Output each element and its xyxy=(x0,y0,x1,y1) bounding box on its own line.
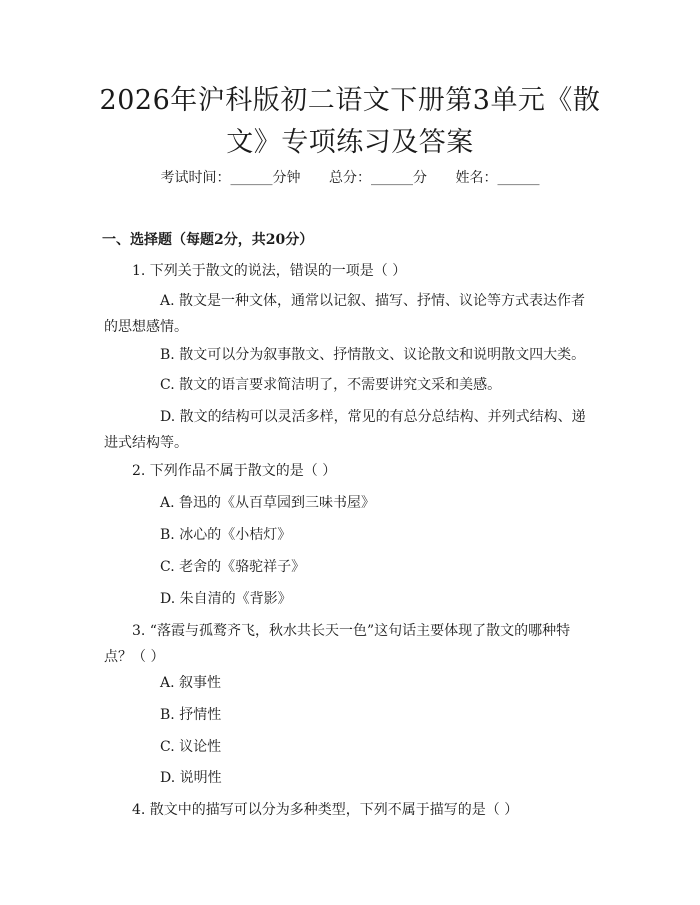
question-1-option-d: D. 散文的结构可以灵活多样，常见的有总分总结构、并列式结构、递进式结构等。 xyxy=(104,409,586,451)
question-4-stem: 4. 散文中的描写可以分为多种类型，下列不属于描写的是（ ） xyxy=(132,802,519,818)
exam-time: 考试时间：______分钟 xyxy=(160,170,301,186)
question-2-option-a: A. 鲁迅的《从百草园到三味书屋》 xyxy=(160,495,376,511)
question-3-option-b: B. 抒情性 xyxy=(160,707,222,723)
total-score: 总分：______分 xyxy=(329,170,427,186)
question-2-stem: 2. 下列作品不属于散文的是（ ） xyxy=(132,463,337,479)
question-3-option-a: A. 叙事性 xyxy=(160,675,222,691)
question-3-stem: 3. “落霞与孤鹜齐飞，秋水共长天一色”这句话主要体现了散文的哪种特点？（ ） xyxy=(104,623,571,665)
question-3-option-d: D. 说明性 xyxy=(160,770,222,786)
question-3-option-c: C. 议论性 xyxy=(160,739,222,755)
student-name: 姓名：______ xyxy=(455,170,540,186)
question-2-option-b: B. 冰心的《小桔灯》 xyxy=(160,527,292,543)
question-2-option-d: D. 朱自清的《背影》 xyxy=(160,591,292,607)
question-2-option-c: C. 老舍的《骆驼祥子》 xyxy=(160,559,306,575)
question-1-option-a: A. 散文是一种文体，通常以记叙、描写、抒情、议论等方式表达作者的思想感情。 xyxy=(104,293,586,335)
question-1-option-b: B. 散文可以分为叙事散文、抒情散文、议论散文和说明散文四大类。 xyxy=(160,347,586,363)
section-heading: 一、选择题（每题2分，共20分） xyxy=(102,232,314,248)
exam-info xyxy=(0,168,700,188)
question-1-option-c: C. 散文的语言要求简洁明了，不需要讲究文采和美感。 xyxy=(160,377,502,393)
question-1-stem: 1. 下列关于散文的说法，错误的一项是（ ） xyxy=(132,263,407,279)
page-title: 2026年沪科版初二语文下册第3单元《散文》专项练习及答案 xyxy=(99,85,601,158)
